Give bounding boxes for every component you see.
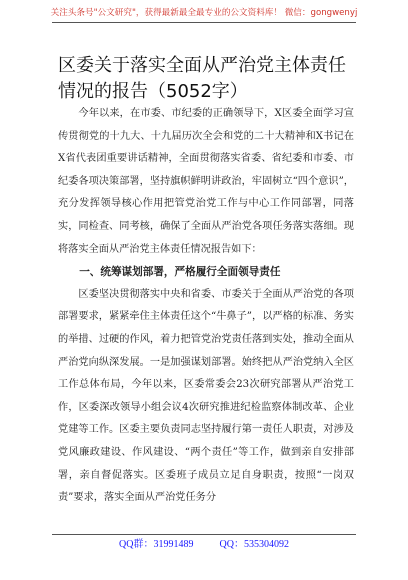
section-paragraph: 区委坚决贯彻落实中央和省委、市委关于全面从严治党的各项部署要求，紧紧牵住主体责任这个“牛鼻子”，以严格的标准、务实的举措、过硬的作风，着力把管党治党责任落到实处，推动全面从严治党向纵深发展。一是加强谋划部署。始终把从严治党纳入全区工作总体布局，今年以来，区委常委会23次研究部署从严治党工作，区委深改领导小组会议4次研究推进纪检监察体制改革、企业党建等工作。区委主要负责同志坚持履行第一责任人职责，对涉及党风廉政建设、作风建设、“两个责任”等工作，做到亲自安排部署，亲自督促落实。区委班子成员立足自身职责，按照“一岗双责”要求，落实全面从严治党任务分 [58, 288, 354, 504]
intro-paragraph: 今年以来，在市委、市纪委的正确领导下，X区委全面学习宣传贯彻党的十九大、十九届历次全会和党的二十大精神和X书记在X省代表团重要讲话精神，全面贯彻落实省委、省纪委和市委、市纪委各项决策部署，坚持旗帜鲜明讲政治，牢固树立“四个意识”，充分发挥领导核心作用把管党治党工作与中心工作同部署，同落实，同检查、同考核，确保了全面从严治党各项任务落实落细。现将落实全面从严治党主体责任情况报告如下： [58, 108, 354, 255]
document-body [58, 103, 354, 510]
promo-header: 关注头条号"公文研究"，获得最新最全最专业的公文资料库！ 微信：gongwenyj [50, 8, 358, 18]
contact-footer [0, 535, 408, 550]
qq-number-text: QQ：535304092 [219, 539, 289, 550]
header-divider [52, 22, 356, 23]
section-heading: 一、统筹谋划部署，严格履行全面领导责任 [79, 266, 281, 279]
document-title: 区委关于落实全面从严治党主体责任情况的报告（5052字） [58, 55, 346, 102]
qq-group-text: QQ群：31991489 [119, 539, 194, 550]
